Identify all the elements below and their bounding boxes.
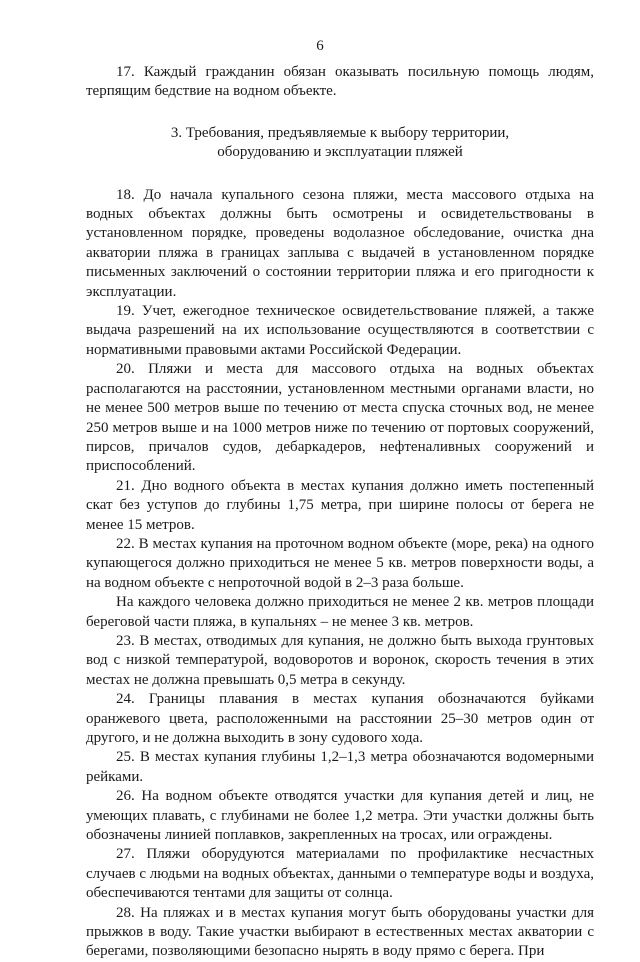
page-number: 6 (316, 38, 324, 54)
paragraph-22: 22. В местах купания на проточном водном объекте (море, река) на одного купающегося должно приходиться не менее 5 кв. метров поверхности воды, а на водном объекте с непроточной водой в 2–3 раза больше. (86, 535, 594, 591)
paragraph-19: 19. Учет, ежегодное техническое освидетельствование пляжей, а также выдача разрешений на их использование осуществляются в соответствии с нормативными правовыми актами Российской Федерации. (86, 303, 594, 358)
paragraph-18: 18. До начала купального сезона пляжи, места массового отдыха на водных объектах должны быть осмотрены и освидетельствованы в установленном порядке, проведены водолазное обследование, очистка дна акватории пляжа в границах заплыва с выдачей в установленном порядке письменных заключений о состоянии территории пляжа и его пригодности к эксплуатации. (86, 186, 594, 300)
paragraph-24: 24. Границы плавания в местах купания обозначаются буйками оранжевого цвета, расположенными на расстоянии 25–30 метров один от другого, и не должна выходить в зону судового хода. (86, 691, 594, 746)
paragraph-17: 17. Каждый гражданин обязан оказывать посильную помощь людям, терпящим бедствие на водном объекте. (86, 64, 594, 100)
paragraph-20: 20. Пляжи и места для массового отдыха на водных объектах располагаются на расстоянии, установленном местными органами власти, но не менее 500 метров выше по течению от места спуска сточных вод, не менее 250 метров выше и на 1000 метров ниже по течению от портовых сооружений, пирсов, причалов судов, дебаркадеров, нефтеналивных сооружений и приспособлений. (86, 361, 594, 475)
paragraph-26: 26. На водном объекте отводятся участки для купания детей и лиц, не умеющих плавать, с глубинами не более 1,2 метра. Эти участки должны быть обозначены линией поплавков, закрепленных на тросах, или ограждены. (86, 788, 594, 844)
section-heading-line-1: 3. Требования, предъявляемые к выбору территории, (170, 124, 510, 141)
paragraph-28: 28. На пляжах и в местах купания могут быть оборудованы участки для прыжков в воду. Такие участки выбирают в естественных местах акватории с берегами, позволяющими безопасно нырять в воду прямо с берега. При (86, 904, 594, 960)
paragraph-23: 23. В местах, отводимых для купания, не должно быть выхода грунтовых вод с низкой температурой, водоворотов и воронок, скорость течения в этих местах не должна превышать 0,5 метра в секунду. (86, 632, 594, 688)
document-body (86, 63, 594, 962)
paragraph-21: 21. Дно водного объекта в местах купания должно иметь постепенный скат без уступов до глубины 1,75 метра, при ширине полосы от берега не менее 15 метров. (86, 477, 594, 533)
section-heading-line-2: оборудованию и эксплуатации пляжей (217, 144, 463, 161)
paragraph-22-continued: На каждого человека должно приходиться не менее 2 кв. метров площади береговой части пляжа, в купальнях – не менее 3 кв. метров. (86, 594, 594, 630)
paragraph-25: 25. В местах купания глубины 1,2–1,3 метра обозначаются водомерными рейками. (86, 749, 594, 785)
paragraph-27: 27. Пляжи оборудуются материалами по профилактике несчастных случаев с людьми на водных объектах, данными о температуре воды и воздуха, обеспечиваются тентами для защиты от солнца. (86, 846, 594, 902)
section-heading (86, 124, 594, 163)
